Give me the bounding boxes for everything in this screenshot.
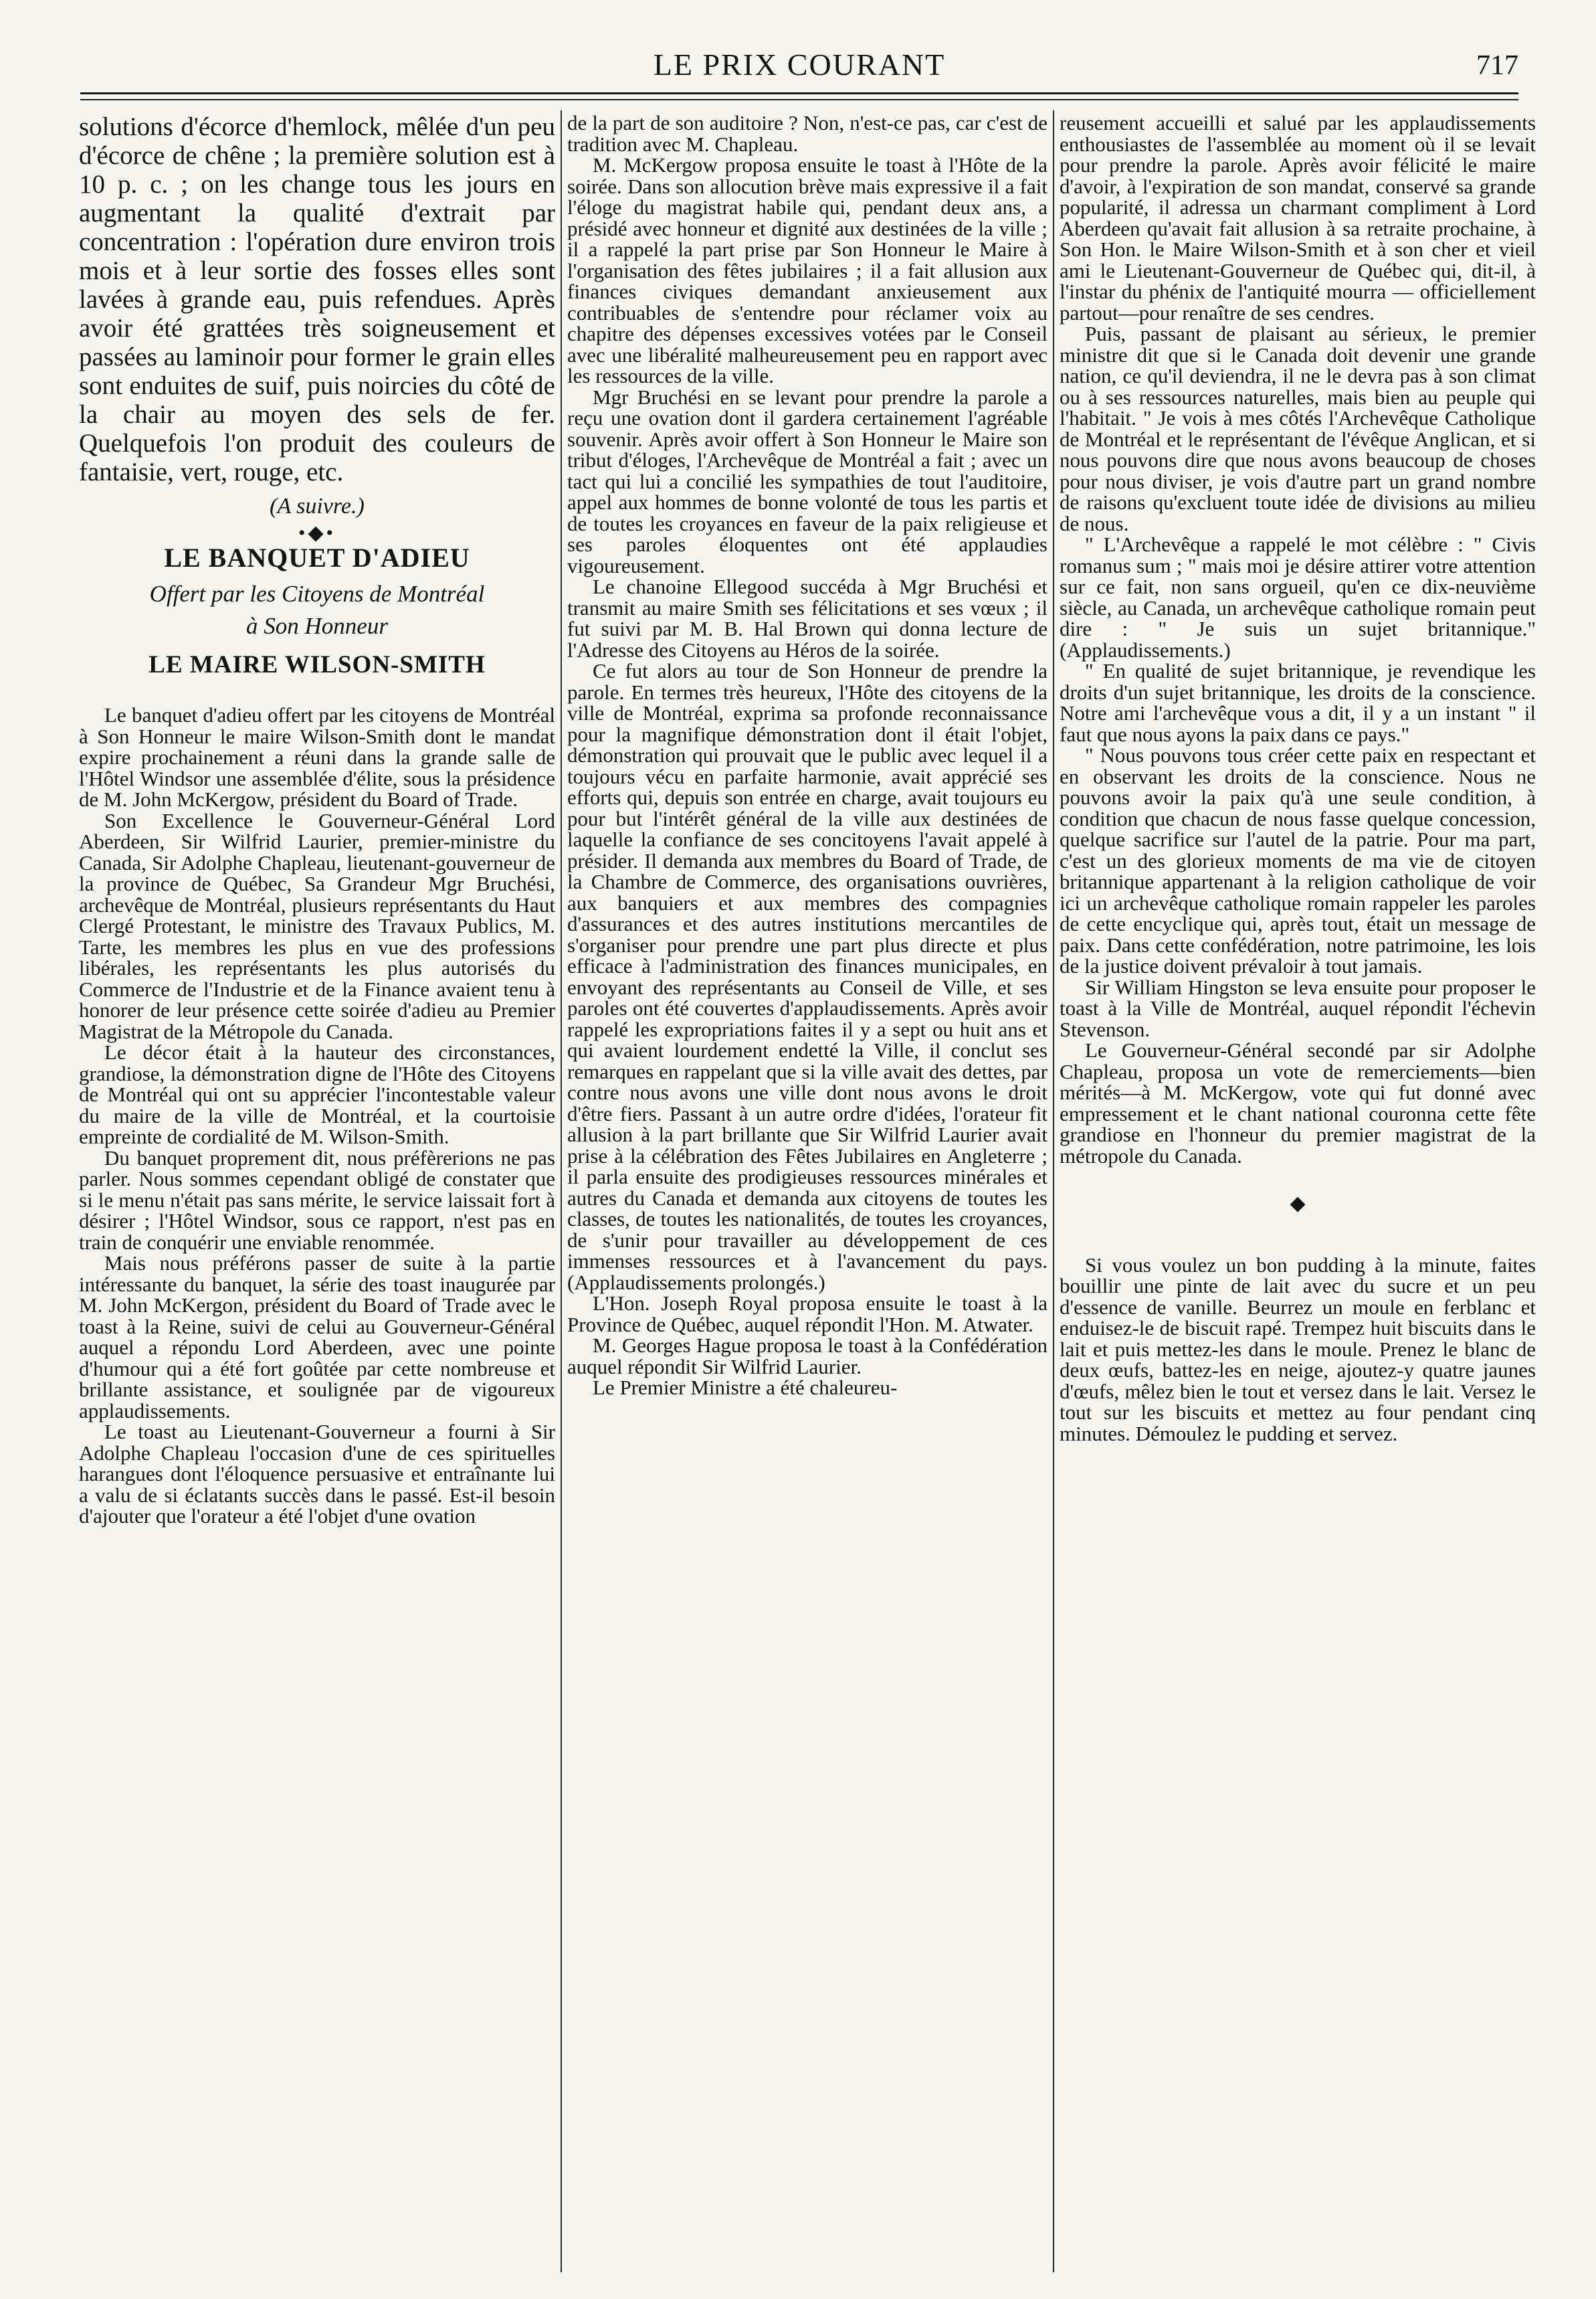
paragraph: Mgr Bruchési en se levant pour prendre la parole a reçu une ovation dont il gardera certainement l'agréable souvenir. Après avoir offert à Son Honneur le Maire son tribut d'éloges, l'Archevêque de Montréal a fait ; avec un tact qui lui a concilié les sympathies de tout l'auditoire, appel aux hommes de bonne volonté de tous les partis et de toutes les croyances en faveur de la paix religieuse et ses paroles éloquentes ont été applaudies vigoureusement. (567, 385, 1048, 577)
paragraph: de la part de son auditoire ? Non, n'est-ce pas, car c'est de tradition avec M. Chapleau. (567, 111, 1048, 156)
paragraph: Le chanoine Ellegood succéda à Mgr Bruchési et transmit au maire Smith ses félicitations et ses vœux ; il fut suivi par M. B. Hal Brown qui donna lecture de l'Adresse des Citoyens au Héros de la soirée. (567, 575, 1048, 662)
paragraph: Le décor était à la hauteur des circonstances, grandiose, la démonstration digne de l'Hôte des Citoyens de Montréal qui ont su apprécier l'incontestable valeur du maire de la ville de Montréal, et la courtoisie empreinte de cordialité de M. Wilson-Smith. (79, 1040, 555, 1148)
paragraph: " L'Archevêque a rappelé le mot célèbre : " Civis romanus sum ; " mais moi je désire attirer votre attention sur ce fait, non sans orgueil, qu'en ce dix-neuvième siècle, au Canada, un archevêque catholique romain peut dire : " Je suis un sujet britannique." (Applaudissements.) (1060, 533, 1536, 662)
paragraph: Son Excellence le Gouverneur-Général Lord Aberdeen, Sir Wilfrid Laurier, premier-ministre du Canada, Sir Adolphe Chapleau, lieutenant-gouverneur de la province de Québec, Sa Grandeur Mgr Bruchési, archevêque de Montréal, plusieurs représentants du Haut Clergé Protestant, le ministre des Travaux Publics, M. Tarte, les membres les plus en vue des professions libérales, les représentants les plus autorisés du Commerce de l'Industrie et de la Finance avaient tenu à honorer de leur présence cette soirée d'adieu au Premier Magistrat de la Métropole du Canada. (79, 808, 555, 1043)
paragraph: " En qualité de sujet britannique, je revendique les droits d'un sujet britannique, les droits de la conscience. Notre ami l'archevêque vous a dit, il y a un instant " il faut que nous ayons la paix dans ce pays." (1060, 659, 1536, 746)
article-subhead: Offert par les Citoyens de Montréal (149, 580, 485, 607)
header-rule-secondary (80, 99, 1518, 100)
ornament-divider: ◆ (1290, 1192, 1306, 1214)
header-rule (80, 92, 1518, 94)
paragraph: Le toast au Lieutenant-Gouverneur a fourni à Sir Adolphe Chapleau l'occasion d'une de ces spirituelles harangues dont l'éloquence persuasive et entraînante lui a valu de si éclatants succès dans le passé. Est-il besoin d'ajouter que l'orateur a été l'objet d'une ovation (79, 1420, 555, 1528)
article-subhead: à Son Honneur (246, 612, 388, 639)
paragraph: Ce fut alors au tour de Son Honneur de prendre la parole. En termes très heureux, l'Hôte des citoyens de la ville de Montréal, exprima sa profonde reconnaissance pour la magnifique démonstration dont il était l'objet, démonstration qui prouvait que le public avec lequel il a toujours vécu en parfaite harmonie, avait apprécié ses efforts qui, depuis son entrée en charge, avait toujours eu pour but l'intérêt général de la ville aux destinées de laquelle la confiance de ses concitoyens l'avait appelé à présider. Il demanda aux membres du Board of Trade, de la Chambre de Commerce, des organisations ouvrières, aux banquiers et aux membres des compagnies d'assurances et des autres institutions mercantiles de s'organiser pour prendre une part plus directe et plus efficace à l'administration des finances municipales, en envoyant des représentants au Conseil de Ville, et ses paroles ont été couvertes d'applaudissements. Après avoir rappelé les expropriations faites il y a sept ou huit ans et qui avaient lourdement endetté la Ville, il conclut ses remarques en rappelant que si la ville avait des dettes, par contre nous avons une ville dont nous avons le droit d'être fiers. Passant à un autre ordre d'idées, l'orateur fit allusion à la part brillante que Sir Wilfrid Laurier avait prise à la célébration des Fêtes Jubilaires en Angleterre ; il parla ensuite des prodigieuses ressources minérales et autres du Canada et demanda aux citoyens de toutes les classes, de toutes les nationalités, de toutes les croyances, de s'unir pour travailler au développement de ces immenses ressources et à l'avancement du pays. (Applaudissements prolongés.) (567, 659, 1048, 1294)
paragraph: Du banquet proprement dit, nous préfèrerions ne pas parler. Nous sommes cependant obligé de constater que si le menu n'était pas sans mérite, le service laissait fort à désirer ; l'Hôtel Windsor, sous ce rapport, n'est pas en train de conquérir une enviable renommée. (79, 1145, 555, 1254)
paragraph: M. Georges Hague proposa le toast à la Confédération auquel répondit Sir Wilfrid Laurier. (567, 1334, 1048, 1378)
column-3 (1060, 112, 1536, 1444)
page-header (80, 40, 1518, 94)
to-be-continued: (A suivre.) (270, 494, 365, 519)
ornament-divider: •◆• (298, 521, 336, 544)
paragraph: " Nous pouvons tous créer cette paix en respectant et en observant les droits de la conscience. Nous ne pouvons avoir la paix qu'à une seule condition, à condition que chacun de nous fasse quelque concession, quelque sacrifice sur l'autel de la patrie. Pour ma part, c'est un des glorieux moments de ma vie de citoyen britannique appartenant à la religion catholique de voir ici un archevêque catholique romain rappeler les paroles de cette encyclique qui, après tout, était un message de paix. Dans cette confédération, notre patrimoine, les lois de la justice doivent prévaloir à tout jamais. (1060, 743, 1536, 978)
paragraph: Le Gouverneur-Général secondé par sir Adolphe Chapleau, proposa un vote de remerciements—bien mérités—à M. McKergow, vote qui fut donné avec empressement et le chant national couronna cette fête grandiose en l'honneur du premier magistrat de la métropole du Canada. (1060, 1038, 1536, 1168)
paragraph: Le Premier Ministre a été chaleureu- (593, 1376, 898, 1399)
paragraph: Mais nous préférons passer de suite à la partie intéressante du banquet, la série des toast inaugurée par M. John McKergon, président du Board of Trade avec le toast à la Reine, suivi de celui au Gouverneur-Général auquel a répondu Lord Aberdeen, avec une pointe d'humour qui a été fort goûtée par cette nombreuse et brillante assistance, et soulignée par de vigoureux applaudissements. (79, 1251, 555, 1422)
column-1 (79, 112, 555, 1527)
paragraph: Le banquet d'adieu offert par les citoyens de Montréal à Son Honneur le maire Wilson-Smith dont le mandat expire prochainement a réuni dans la grande salle de l'Hôtel Windsor une assemblée d'élite, sous la présidence de M. John McKergow, président du Board of Trade. (79, 703, 555, 811)
paragraph: Puis, passant de plaisant au sérieux, le premier ministre dit que si le Canada doit devenir une grande nation, ce qu'il deviendra, il ne le devra pas à son climat ou à ses ressources naturelles, mais bien au peuple qui l'habitait. " Je vois à mes côtés l'Archevêque Catholique de Montréal et le représentant de l'évêque Anglican, et si nous pouvons dire que nous avons beaucoup de choses pour nous diviser, je vois d'autre part un grand nombre de raisons qu'excluent toute idée de divisions au milieu de nous. (1060, 322, 1536, 535)
paragraph: reusement accueilli et salué par les applaudissements enthousiastes de l'assemblée au moment où il se levait pour prendre la parole. Après avoir félicité le maire d'avoir, à l'expiration de son mandat, conservé sa grande popularité, il adressa un charmant compliment à Lord Aberdeen qu'avait fait allusion à sa retraite prochaine, à Son Hon. le Maire Wilson-Smith et à son cher et vieil ami le Lieutenant-Gouverneur de Québec qui, dit-il, à l'instar du phénix de l'antiquité mourra — officiellement partout—pour renaître de ses cendres. (1060, 111, 1536, 325)
article-continuation: solutions d'écorce d'hemlock, mêlée d'un peu d'écorce de chêne ; la première solution est à 10 p. c. ; on les change tous les jours en augmentant la qualité d'extrait par concentration : l'opération dure environ trois mois et à leur sortie des fosses elles sont lavées à grande eau, puis refendues. Après avoir été grattées très soigneusement et passées au laminoir pour former le grain elles sont enduites de suif, puis noircies du côté de la chair au moyen des sels de fer. Quelquefois l'on produit des couleurs de fantaisie, vert, rouge, etc. (79, 112, 555, 486)
column-divider (1053, 110, 1054, 2272)
paragraph: M. McKergow proposa ensuite le toast à l'Hôte de la soirée. Dans son allocution brève mais expressive il a fait l'éloge du magistrat habile qui, pendant deux ans, a présidé avec honneur et dignité aux destinées de la ville ; il a rappelé la part prise par Son Honneur le Maire à l'organisation des fêtes jubilaires ; il a fait allusion aux finances civiques demandant anxieusement aux contribuables de s'entendre pour réclamer voix au chapitre des dépenses excessives votées par le Conseil avec une libéralité malheureusement peu en rapport avec les ressources de la ville. (567, 153, 1048, 387)
article-headline: LE BANQUET D'ADIEU (164, 543, 470, 573)
column-divider (561, 110, 562, 2272)
paragraph: Sir William Hingston se leva ensuite pour proposer le toast à la Ville de Montréal, auquel répondit l'échevin Stevenson. (1060, 975, 1536, 1041)
column-2 (567, 112, 1048, 1398)
page-number: 717 (1476, 50, 1518, 81)
paragraph: L'Hon. Joseph Royal proposa ensuite le toast à la Province de Québec, auquel répondit l'Hon. M. Atwater. (567, 1291, 1048, 1336)
article-subhead-name: LE MAIRE WILSON-SMITH (148, 650, 486, 678)
publication-title: LE PRIX COURANT (653, 48, 946, 82)
recipe-paragraph: Si vous voulez un bon pudding à la minute, faites bouillir une pinte de lait avec du sucre et un peu d'essence de vanille. Beurrez un moule en ferblanc et enduisez-le de biscuit rapé. Trempez huit biscuits dans le lait et puis mettez-les dans le moule. Prenez le blanc de deux œufs, battez-les en neige, ajoutez-y quatre jaunes d'œufs, mêlez bien le tout et versez dans le lait. Versez le tout sur les biscuits et mettez au four pendant cinq minutes. Démoulez le pudding et servez. (1060, 1253, 1536, 1445)
